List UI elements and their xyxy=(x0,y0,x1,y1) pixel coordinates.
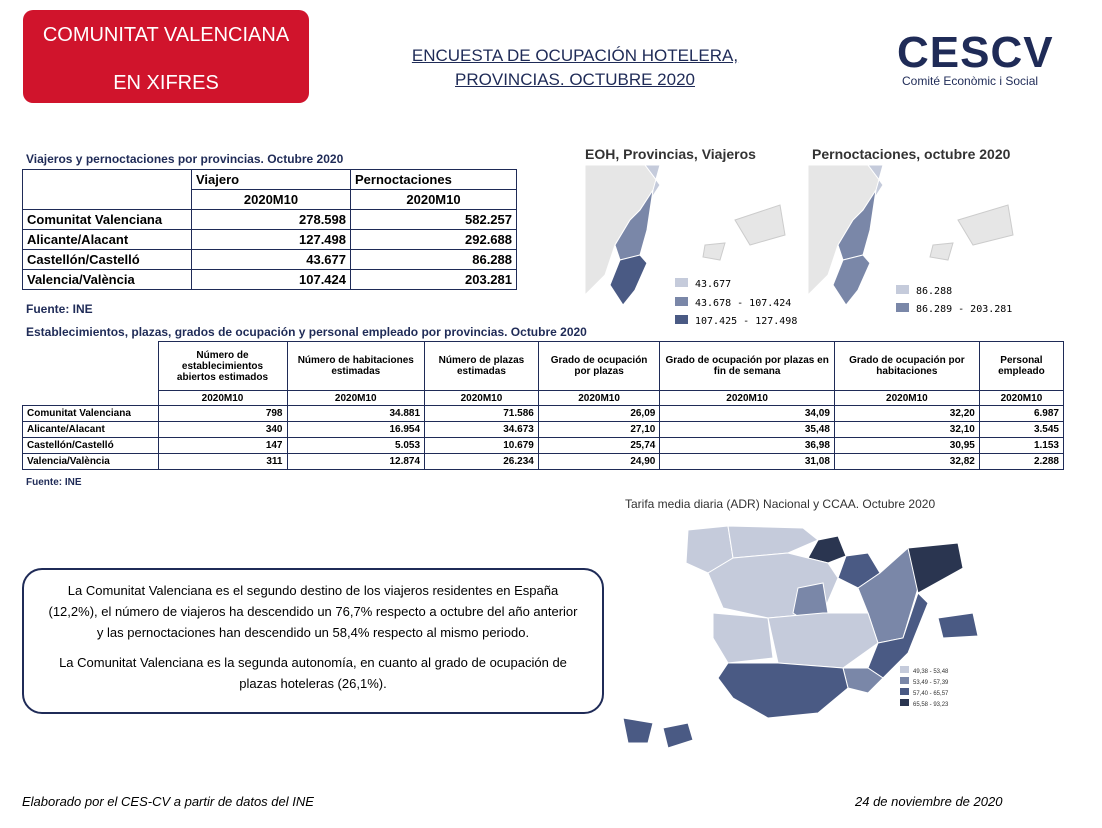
pernoct-value: 86.288 xyxy=(351,250,517,270)
legend-swatch xyxy=(675,278,688,287)
legend-label: 49,38 - 53,48 xyxy=(913,669,949,675)
table2-source: Fuente: INE xyxy=(26,477,82,488)
cell: 71.586 xyxy=(425,406,539,422)
legend-swatch xyxy=(900,677,909,684)
cell: 32,82 xyxy=(834,454,979,470)
region-badge xyxy=(23,10,309,103)
table-row xyxy=(23,230,517,250)
header-ocupacion-finde: Grado de ocupación por plazas en fin de semana xyxy=(660,342,835,391)
map3-spain-adr xyxy=(618,518,978,756)
cell: 311 xyxy=(158,454,287,470)
cell: 25,74 xyxy=(538,438,660,454)
row-label: Valencia/València xyxy=(23,454,159,470)
viajero-value: 43.677 xyxy=(192,250,351,270)
badge-line1: COMUNITAT VALENCIANA xyxy=(42,24,290,46)
cell: 34.673 xyxy=(425,422,539,438)
legend-swatch xyxy=(675,315,688,324)
logo-subtitle: Comité Econòmic i Social xyxy=(902,74,1039,88)
row-label: Comunitat Valenciana xyxy=(23,210,192,230)
legend-swatch xyxy=(900,688,909,695)
viajeros-table xyxy=(22,169,517,290)
cell: 36,98 xyxy=(660,438,835,454)
header-ocupacion-plazas: Grado de ocupación por plazas xyxy=(538,342,660,391)
cell: 5.053 xyxy=(287,438,425,454)
table-row xyxy=(23,210,517,230)
header-personal: Personal empleado xyxy=(979,342,1063,391)
cell: 3.545 xyxy=(979,422,1063,438)
cell: 6.987 xyxy=(979,406,1063,422)
table1-corner xyxy=(23,170,192,210)
header-ocupacion-habitaciones: Grado de ocupación por habitaciones xyxy=(834,342,979,391)
row-label: Castellón/Castelló xyxy=(23,438,159,454)
legend-swatch xyxy=(675,297,688,306)
cell: 34,09 xyxy=(660,406,835,422)
period-cell: 2020M10 xyxy=(979,391,1063,406)
legend-swatch xyxy=(900,699,909,706)
islands xyxy=(930,205,1013,260)
cell: 27,10 xyxy=(538,422,660,438)
summary-paragraph-1: La Comunitat Valenciana es el segundo destino de los viajeros residentes en España (12,2%), el número de viajeros ha descendido un 76,7% respecto a octubre del año anterior y las pernoctaciones han descendido un 58,4% respecto al mismo periodo. xyxy=(48,583,578,640)
row-label: Alicante/Alacant xyxy=(23,422,159,438)
viajero-value: 127.498 xyxy=(192,230,351,250)
extremadura xyxy=(713,613,773,663)
legend-swatch xyxy=(900,666,909,673)
page-title xyxy=(380,44,770,92)
row-label: Alicante/Alacant xyxy=(23,230,192,250)
badge-line2: EN XIFRES xyxy=(113,72,219,94)
table-row xyxy=(23,406,1064,422)
viajero-value: 107.424 xyxy=(192,270,351,290)
period-cell: 2020M10 xyxy=(660,391,835,406)
legend-swatch xyxy=(896,285,909,294)
table-row xyxy=(23,270,517,290)
cell: 10.679 xyxy=(425,438,539,454)
cell: 32,20 xyxy=(834,406,979,422)
legend-label: 57,40 - 65,57 xyxy=(913,691,949,697)
summary-box xyxy=(22,568,604,714)
andalucia xyxy=(718,663,848,718)
pernoct-value: 292.688 xyxy=(351,230,517,250)
viajero-value: 278.598 xyxy=(192,210,351,230)
alicante-region xyxy=(610,255,647,305)
map3-title: Tarifa media diaria (ADR) Nacional y CCAA. Octubre 2020 xyxy=(625,497,936,511)
row-label: Valencia/València xyxy=(23,270,192,290)
footer-date: 24 de noviembre de 2020 xyxy=(855,794,1003,809)
cell: 798 xyxy=(158,406,287,422)
map1-viajeros xyxy=(585,165,800,325)
table1-title: Viajeros y pernoctaciones por provincias. Octubre 2020 xyxy=(26,152,344,166)
legend-label: 43.677 xyxy=(695,279,732,290)
cell: 12.874 xyxy=(287,454,425,470)
legend-label: 43.678 - 107.424 xyxy=(695,298,792,309)
row-label: Comunitat Valenciana xyxy=(23,406,159,422)
baleares xyxy=(938,613,978,638)
islands xyxy=(703,205,785,260)
table-row xyxy=(23,422,1064,438)
period-cell: 2020M10 xyxy=(158,391,287,406)
col-viajero: Viajero xyxy=(192,170,351,190)
cell: 35,48 xyxy=(660,422,835,438)
establecimientos-table xyxy=(22,341,1064,470)
cell: 30,95 xyxy=(834,438,979,454)
period-cell: 2020M10 xyxy=(351,190,517,210)
cell: 26.234 xyxy=(425,454,539,470)
legend-label: 86.288 xyxy=(916,286,953,297)
map2-title: Pernoctaciones, octubre 2020 xyxy=(812,146,1011,162)
cell: 32,10 xyxy=(834,422,979,438)
col-pernoctaciones: Pernoctaciones xyxy=(351,170,517,190)
title-line1: ENCUESTA DE OCUPACIÓN HOTELERA, xyxy=(411,46,739,65)
title-line2: PROVINCIAS. OCTUBRE 2020 xyxy=(455,70,695,89)
legend-label: 65,58 - 93,23 xyxy=(913,702,949,708)
map1-title: EOH, Provincias, Viajeros xyxy=(585,146,756,162)
cell: 147 xyxy=(158,438,287,454)
castilla-mancha xyxy=(768,613,878,668)
period-cell: 2020M10 xyxy=(538,391,660,406)
table2-corner xyxy=(23,342,159,406)
pernoct-value: 582.257 xyxy=(351,210,517,230)
map2-pernoctaciones xyxy=(808,165,1028,320)
pernoct-value: 203.281 xyxy=(351,270,517,290)
cell: 2.288 xyxy=(979,454,1063,470)
cell: 16.954 xyxy=(287,422,425,438)
canarias xyxy=(623,718,693,748)
table-row xyxy=(23,250,517,270)
alicante-region xyxy=(833,255,870,305)
cescv-logo: CESCV xyxy=(897,28,1054,77)
legend-label: 53,49 - 57,39 xyxy=(913,680,949,686)
legend-label: 107.425 - 127.498 xyxy=(695,316,798,325)
period-cell: 2020M10 xyxy=(425,391,539,406)
table-row xyxy=(23,438,1064,454)
header-establecimientos: Número de establecimientos abiertos estimados xyxy=(158,342,287,391)
table-row xyxy=(23,454,1064,470)
period-cell: 2020M10 xyxy=(287,391,425,406)
cell: 31,08 xyxy=(660,454,835,470)
cornisa xyxy=(728,526,818,558)
cell: 340 xyxy=(158,422,287,438)
table2-title: Establecimientos, plazas, grados de ocupación y personal empleado por provincias. Octubre 2020 xyxy=(26,325,587,339)
legend-label: 86.289 - 203.281 xyxy=(916,304,1013,315)
cell: 24,90 xyxy=(538,454,660,470)
cataluna xyxy=(908,543,963,593)
header-plazas: Número de plazas estimadas xyxy=(425,342,539,391)
header-habitaciones: Número de habitaciones estimadas xyxy=(287,342,425,391)
legend-swatch xyxy=(896,303,909,312)
footer-credit: Elaborado por el CES-CV a partir de datos del INE xyxy=(22,794,314,809)
row-label: Castellón/Castelló xyxy=(23,250,192,270)
period-cell: 2020M10 xyxy=(834,391,979,406)
summary-paragraph-2: La Comunitat Valenciana es la segunda autonomía, en cuanto al grado de ocupación de plazas hoteleras (26,1%). xyxy=(59,655,567,691)
table1-source: Fuente: INE xyxy=(26,302,93,316)
cell: 34.881 xyxy=(287,406,425,422)
period-cell: 2020M10 xyxy=(192,190,351,210)
cell: 1.153 xyxy=(979,438,1063,454)
cell: 26,09 xyxy=(538,406,660,422)
